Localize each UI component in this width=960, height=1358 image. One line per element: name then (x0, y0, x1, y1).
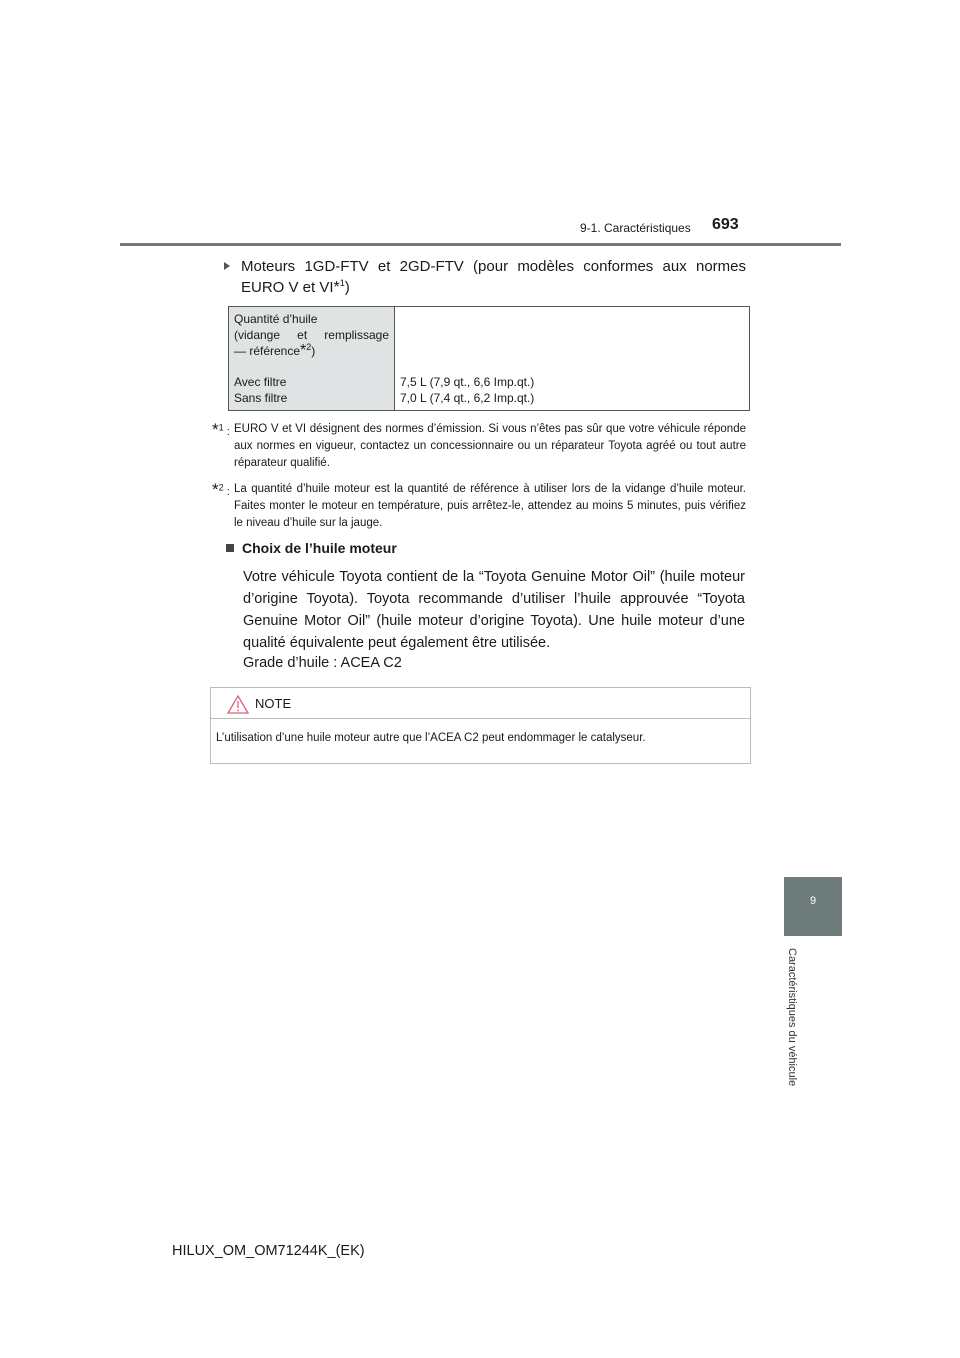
heading-star: * (333, 279, 340, 296)
engine-heading-text: Moteurs 1GD-FTV et 2GD-FTV (pour modèles conformes aux normes EURO V et VI (241, 258, 746, 296)
heading-sup: 1 (339, 278, 345, 288)
oil-choice-paragraph: Votre véhicule Toyota contient de la “Toyota Genuine Motor Oil” (huile moteur d’origine Toyota). Toyota recommande d’utiliser l’huile approuvée “Toyota Genuine Motor Oil” (huile moteur d’origine Toyota). Une huile moteur d’une qualité équivalente peut également être utilisée. (243, 569, 745, 651)
oil-grade: Grade d’huile : ACEA C2 (243, 655, 402, 671)
warning-triangle-icon (227, 695, 249, 714)
document-id: HILUX_OM_OM71244K_(EK) (172, 1243, 365, 1259)
oil-choice-heading: Choix de l’huile moteur (226, 540, 397, 556)
heading-close: ) (344, 279, 350, 296)
oil-capacity-table (228, 306, 750, 411)
square-bullet-icon (226, 544, 234, 552)
footnote-1: *$^1$ : EURO V et VI désignent des normes d’émission. Si vous n’êtes pas sûr que votre véhicule réponde aux normes en vigueur, contactez un concessionnaire ou un réparateur Toyota agréé ou tout autre réparateur qualifié. (212, 420, 746, 469)
chapter-tab (784, 877, 842, 936)
filter-row-values: 7,5 L (7,9 qt., 6,6 Imp.qt.) 7,0 L (7,4 qt., 6,2 Imp.qt.) (395, 371, 750, 411)
triangle-bullet-icon (224, 262, 230, 270)
note-title: NOTE (255, 696, 292, 711)
chapter-label: Caractéristiques du véhicule (786, 948, 798, 1087)
chapter-side-label (776, 948, 816, 1118)
footnote-2: *$^2$ : La quantité d’huile moteur est la quantité de référence à utiliser lors de la vidange d’huile moteur. Faites monter le moteur en température, puis arrêtez-le, attendez au moins 5 minutes, puis vérifiez le niveau d’huile sur la jauge. (212, 480, 746, 529)
oil-quantity-label: Quantité d’huile (vidange et remplissage — référence*$^2$) (229, 307, 395, 372)
page-number: 693 (712, 216, 739, 233)
oil-quantity-header-value (395, 307, 750, 372)
filter-row-labels: Avec filtre Sans filtre (229, 371, 395, 411)
note-body: L’utilisation d’une huile moteur autre que l’ACEA C2 peut endommager le catalyseur. (216, 732, 646, 744)
chapter-number: 9 (809, 895, 817, 907)
engine-heading (224, 256, 746, 298)
note-header (211, 688, 750, 719)
header-rule (120, 243, 841, 246)
note-box (210, 687, 751, 764)
section-title: 9-1. Caractéristiques (580, 221, 691, 235)
